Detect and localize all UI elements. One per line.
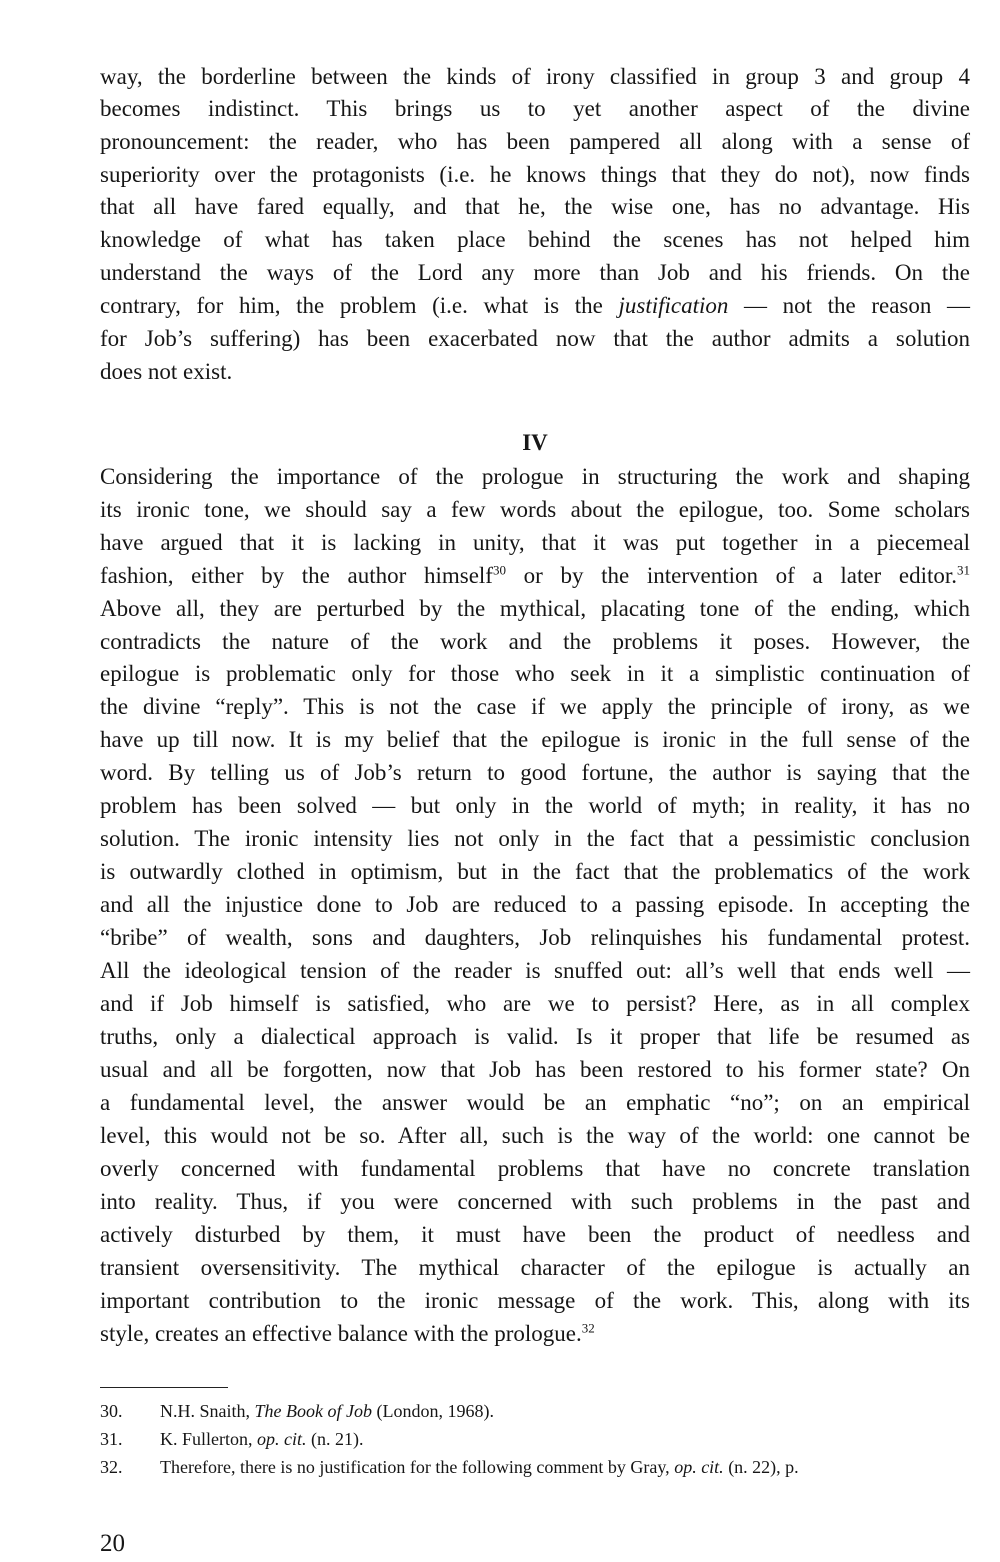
text-line: problem has been solved — but only in the world of myth; in reality, it has no (100, 793, 970, 818)
footnote-ref[interactable]: 31 (957, 562, 970, 578)
text-line: does not exist. (100, 359, 233, 384)
footnote-segment: K. Fullerton, (160, 1429, 257, 1449)
footnote-ref[interactable]: 30 (492, 562, 506, 578)
text-line: epilogue is problematic only for those who seek in it a simplistic continuation of (100, 661, 970, 686)
text-line: for Job’s suffering) has been exacerbated now that the author admits a solution (100, 326, 970, 351)
text-line: understand the ways of the Lord any more than Job and his friends. On the (100, 260, 970, 285)
text-line: level, this would not be so. After all, such is the way of the world: one cannot be (100, 1123, 970, 1148)
text-line: into reality. Thus, if you were concerned with such problems in the past and (100, 1189, 970, 1214)
text-line: Considering the importance of the prologue in structuring the work and shaping (100, 464, 970, 489)
footnote-separator (100, 1387, 228, 1388)
text-line: a fundamental level, the answer would be an emphatic “no”; on an empirical (100, 1090, 970, 1115)
text-line: superiority over the protagonists (i.e. he knows things that they do not), now finds (100, 162, 970, 187)
footnote-number: 31. (100, 1429, 123, 1449)
text-line: its ironic tone, we should say a few words about the epilogue, too. Some scholars (100, 497, 970, 522)
footnote-number: 30. (100, 1401, 123, 1421)
text-line: the divine “reply”. This is not the case if we apply the principle of irony, as we (100, 694, 970, 719)
page-number: 20 (100, 1530, 125, 1557)
page (100, 0, 970, 1562)
text-segment: contrary, for him, the problem (i.e. what is the (100, 293, 619, 318)
text-segment: style, creates an effective balance with the prologue. (100, 1321, 582, 1346)
footnote-italic: op. cit. (257, 1429, 307, 1449)
text-line: and all the injustice done to Job are reduced to a passing episode. In accepting the (100, 892, 970, 917)
text-line: contradicts the nature of the work and the problems it poses. However, the (100, 629, 970, 654)
text-line: truths, only a dialectical approach is valid. Is it proper that life be resumed as (100, 1024, 970, 1049)
text-line: have argued that it is lacking in unity, that it was put together in a piecemeal (100, 530, 970, 555)
text-line: becomes indistinct. This brings us to yet another aspect of the divine (100, 96, 970, 121)
text-line: Above all, they are perturbed by the mythical, placating tone of the ending, which (100, 596, 970, 621)
footnote-segment: Therefore, there is no justification for the following comment by Gray, (160, 1457, 675, 1477)
footnote-segment: (London, 1968). (371, 1401, 494, 1421)
footnote-ref[interactable]: 32 (581, 1320, 595, 1336)
text-line: usual and all be forgotten, now that Job has been restored to his former state? On (100, 1057, 970, 1082)
text-line: and if Job himself is satisfied, who are we to persist? Here, as in all complex (100, 991, 970, 1016)
text-segment: — not the reason — (728, 293, 970, 318)
text-line (100, 1319, 970, 1349)
text-line (100, 561, 970, 591)
text-line: solution. The ironic intensity lies not only in the fact that a pessimistic conclusion (100, 826, 970, 851)
section-heading: IV (522, 430, 548, 455)
text-line: way, the borderline between the kinds of irony classified in group 3 and group 4 (100, 64, 970, 89)
text-line: important contribution to the ironic message of the work. This, along with its (100, 1288, 970, 1313)
text-segment: fashion, either by the author himself (100, 563, 493, 588)
text-line: that all have fared equally, and that he, the wise one, has no advantage. His (100, 194, 970, 219)
footnote-segment: (n. 21). (306, 1429, 364, 1449)
footnote-italic: The Book of Job (254, 1401, 372, 1421)
footnote-number: 32. (100, 1457, 123, 1477)
text-line: have up till now. It is my belief that the epilogue is ironic in the full sense of the (100, 727, 970, 752)
text-line: is outwardly clothed in optimism, but in the fact that the problematics of the work (100, 859, 970, 884)
footnote-segment: (n. 22), p. (723, 1457, 799, 1477)
emphasis-text: justification (618, 293, 729, 318)
text-line: “bribe” of wealth, sons and daughters, Job relinquishes his fundamental protest. (100, 925, 970, 950)
footnote-text (160, 1455, 799, 1479)
footnote-segment: N.H. Snaith, (160, 1401, 255, 1421)
text-line: actively disturbed by them, it must have been the product of needless and (100, 1222, 970, 1247)
text-line: word. By telling us of Job’s return to good fortune, the author is saying that the (100, 760, 970, 785)
footnote-text (160, 1427, 364, 1451)
text-line: pronouncement: the reader, who has been pampered all along with a sense of (100, 129, 970, 154)
text-line: All the ideological tension of the reader is snuffed out: all’s well that ends well — (100, 958, 970, 983)
text-line: overly concerned with fundamental problems that have no concrete translation (100, 1156, 970, 1181)
text-line: knowledge of what has taken place behind the scenes has not helped him (100, 227, 970, 252)
footnote-italic: op. cit. (674, 1457, 724, 1477)
text-line (100, 291, 970, 321)
text-line: transient oversensitivity. The mythical character of the epilogue is actually an (100, 1255, 970, 1280)
text-segment: or by the intervention of a later editor. (505, 563, 957, 588)
footnote-text (160, 1399, 494, 1423)
